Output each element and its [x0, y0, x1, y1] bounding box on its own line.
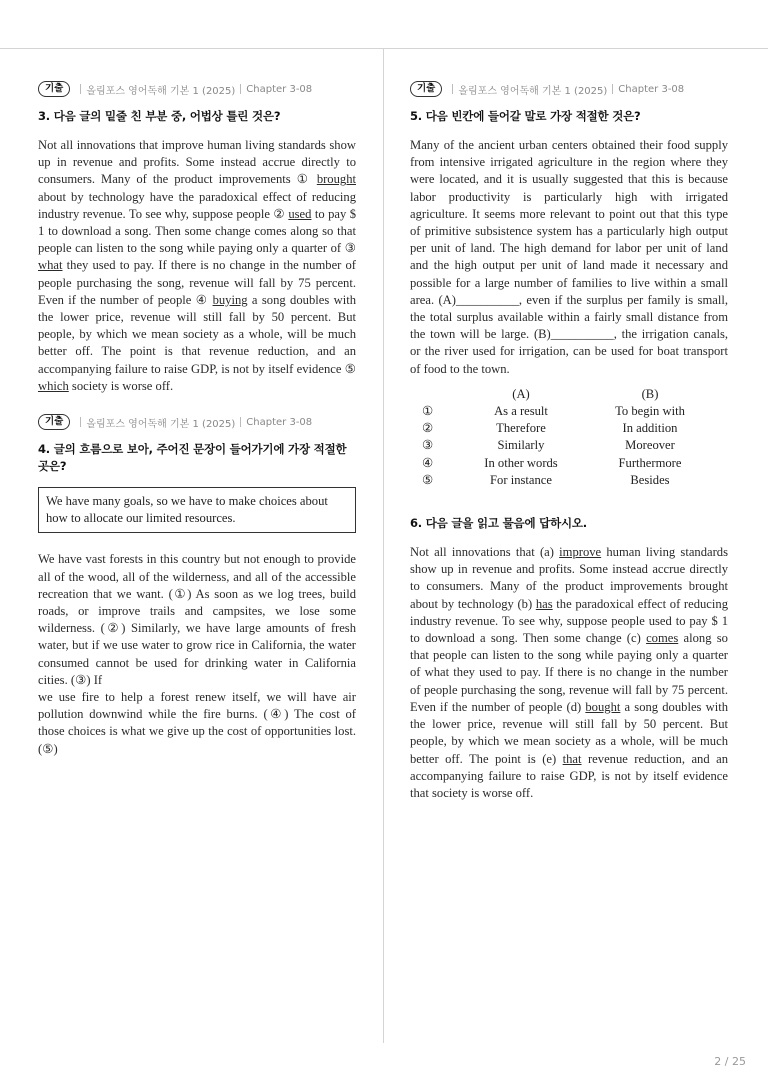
question-source-line	[38, 413, 356, 431]
underlined-word: buying	[212, 292, 248, 307]
choice-number: ③	[422, 438, 434, 453]
choice-a: For instance	[490, 472, 552, 487]
underlined-word: brought	[316, 172, 356, 187]
choice-a: In other words	[484, 455, 558, 470]
given-sentence-box: We have many goals, so we have to make choices about how to allocate our limited resources.	[38, 487, 356, 533]
passage-text: about by technology have the paradoxical effect of reducing industry revenue. To see why, suppose people ②	[38, 189, 356, 221]
chapter-text: Chapter 3-08	[618, 83, 685, 95]
question-title: 3. 다음 글의 밑줄 친 부분 중, 어법상 틀린 것은?	[38, 109, 281, 123]
question-title: 4. 글의 흐름으로 보아, 주어진 문장이 들어가기에 가장 적절한 곳은?	[38, 442, 347, 474]
choice-a: As a result	[494, 404, 548, 419]
source-text: 올림포스 영어독해 기본 1 (2025)	[86, 85, 236, 97]
question-4	[38, 413, 356, 758]
choice-number: ②	[422, 421, 434, 436]
source-text: 올림포스 영어독해 기본 1 (2025)	[458, 85, 608, 97]
passage-text: society is worse off.	[68, 378, 174, 393]
column-divider	[383, 48, 384, 1043]
underlined-word: that	[562, 751, 582, 766]
choice-number-header	[410, 386, 462, 403]
passage-text: Not all innovations that improve human living standards show up in revenue and profits. Some instead accrue directly to consumers. Many of the product improvements ①	[38, 138, 356, 187]
underlined-word: which	[38, 378, 69, 393]
separator	[240, 84, 241, 94]
choice-row[interactable]	[410, 455, 728, 472]
column-a-header: (A)	[512, 386, 530, 401]
question-6	[410, 515, 728, 802]
separator	[80, 84, 81, 94]
header-rule	[0, 48, 768, 49]
question-passage	[38, 551, 356, 757]
column-b-header: (B)	[641, 386, 659, 401]
choice-number: ①	[422, 404, 434, 419]
question-passage: Many of the ancient urban centers obtained their food supply from intensive irrigated agriculture in the region where they were located, and it is usually suggested that this is because labor productivity is particularly high with irrigated agriculture. It seems more relevant to point out that this type of primitive subsistence system has a particularly high output per unit of land. The high demand for labor per unit of land and the high output per unit of land made it necessary and possible for a large number of families to live within a small area. (A)__________, even if the surplus per family is small, the total surplus available within a fairly small distance from the town will be large. (B)__________, the irrigation canals, or the river used for irrigation, can be used for boat transport of food to the town.	[410, 138, 728, 376]
underlined-word: improve	[559, 545, 602, 560]
chapter-text: Chapter 3-08	[246, 83, 313, 95]
underlined-word: what	[38, 258, 63, 273]
choice-b: Besides	[630, 472, 670, 487]
separator	[80, 417, 81, 427]
question-title: 6. 다음 글을 읽고 물음에 답하시오.	[410, 516, 587, 531]
question-passage	[38, 137, 356, 395]
separator	[240, 417, 241, 427]
source-text: 올림포스 영어독해 기본 1 (2025)	[86, 418, 236, 430]
choice-row[interactable]	[410, 437, 728, 454]
passage-text: the paradoxical effect of reducing industry revenue. To see why, suppose people used to pay $ 1 to download a song. Then some change (c)	[410, 596, 728, 646]
choice-row[interactable]	[410, 420, 728, 437]
right-column	[410, 80, 728, 802]
choice-number: ⑤	[422, 472, 434, 487]
passage-text: revenue reduction, and an accompanying failure to raise GDP, is not by itself evidence that society is worse off.	[410, 751, 728, 800]
page-number: 2 / 25	[714, 1055, 746, 1068]
passage-text: a song doubles with the lower price, revenue will still fall by 50 percent. But people, by which we mean society as a whole, will be much better off. The point is that revenue reduction, and an accompanying failure to raise GDP, is not by itself evidence ⑤	[38, 292, 356, 376]
passage-text: human living standards show up in revenue and profits. Some instead accrue directly to consumers. Many of the product improvements brought about by technology (b)	[410, 545, 728, 611]
passage-text: a song doubles with the lower price, revenue will still fall by 50 percent. But people, by which we mean society as a whole, will be much better off. The point is (e)	[410, 699, 728, 766]
choice-a: Similarly	[497, 438, 545, 453]
question-title: 5. 다음 빈칸에 들어갈 말로 가장 적절한 것은?	[410, 109, 641, 123]
choice-row[interactable]	[410, 403, 728, 420]
question-5	[410, 80, 728, 489]
question-source-line	[410, 80, 728, 98]
left-column	[38, 80, 356, 758]
underlined-word: has	[535, 596, 553, 611]
underlined-word: comes	[646, 631, 679, 646]
answer-choices-table	[410, 386, 728, 489]
passage-text: Not all innovations that (a)	[410, 545, 560, 560]
choice-b: Furthermore	[618, 455, 682, 470]
question-3	[38, 80, 356, 395]
underlined-word: used	[288, 206, 312, 221]
passage-text: they used to pay. If there is no change in the number of people purchasing the song, revenue will fall by 75 percent. Even if the number of people ④	[38, 258, 356, 307]
choice-b: To begin with	[615, 404, 685, 419]
passage-text: we use fire to help a forest renew itself, we will have air pollution downwind while the fire burns. (④) The cost of those choices is what we give up the cost of opportunities lost. (⑤)	[38, 690, 356, 756]
passage-text: We have vast forests in this country but not enough to provide all of the wood, all of the wilderness, and all of the accessible recreation that we want. (①) As soon as we log trees, build roads, or improve trails and campsites, we lose some wilderness. (②) Similarly, we have large amounts of fresh water, but if we use water to grow rice in California, the water consumed cannot be used for drinking water in California cities. (③) If	[38, 552, 356, 687]
question-source-line	[38, 80, 356, 98]
exam-badge: 기출	[410, 81, 442, 97]
separator	[612, 84, 613, 94]
chapter-text: Chapter 3-08	[246, 416, 313, 428]
passage-text: to pay $ 1 to download a song. Then some change comes along so that people can listen to the song while paying only a quarter of ③	[38, 206, 356, 256]
choice-b: Moreover	[625, 438, 675, 453]
choices-header	[410, 386, 728, 403]
separator	[452, 84, 453, 94]
choice-b: In addition	[622, 421, 678, 436]
exam-badge: 기출	[38, 81, 70, 97]
underlined-word: bought	[585, 699, 621, 714]
passage-text: along so that people can listen to the song while paying only a quarter of what they used to pay. If there is no change in the number of people purchasing the song, revenue will fall by 75 percent. Even if the number of people (d)	[410, 631, 728, 714]
spacer	[38, 395, 356, 413]
exam-badge: 기출	[38, 414, 70, 430]
choice-number: ④	[422, 455, 434, 470]
question-passage	[410, 544, 728, 802]
choice-row[interactable]	[410, 472, 728, 489]
choice-a: Therefore	[496, 421, 546, 436]
